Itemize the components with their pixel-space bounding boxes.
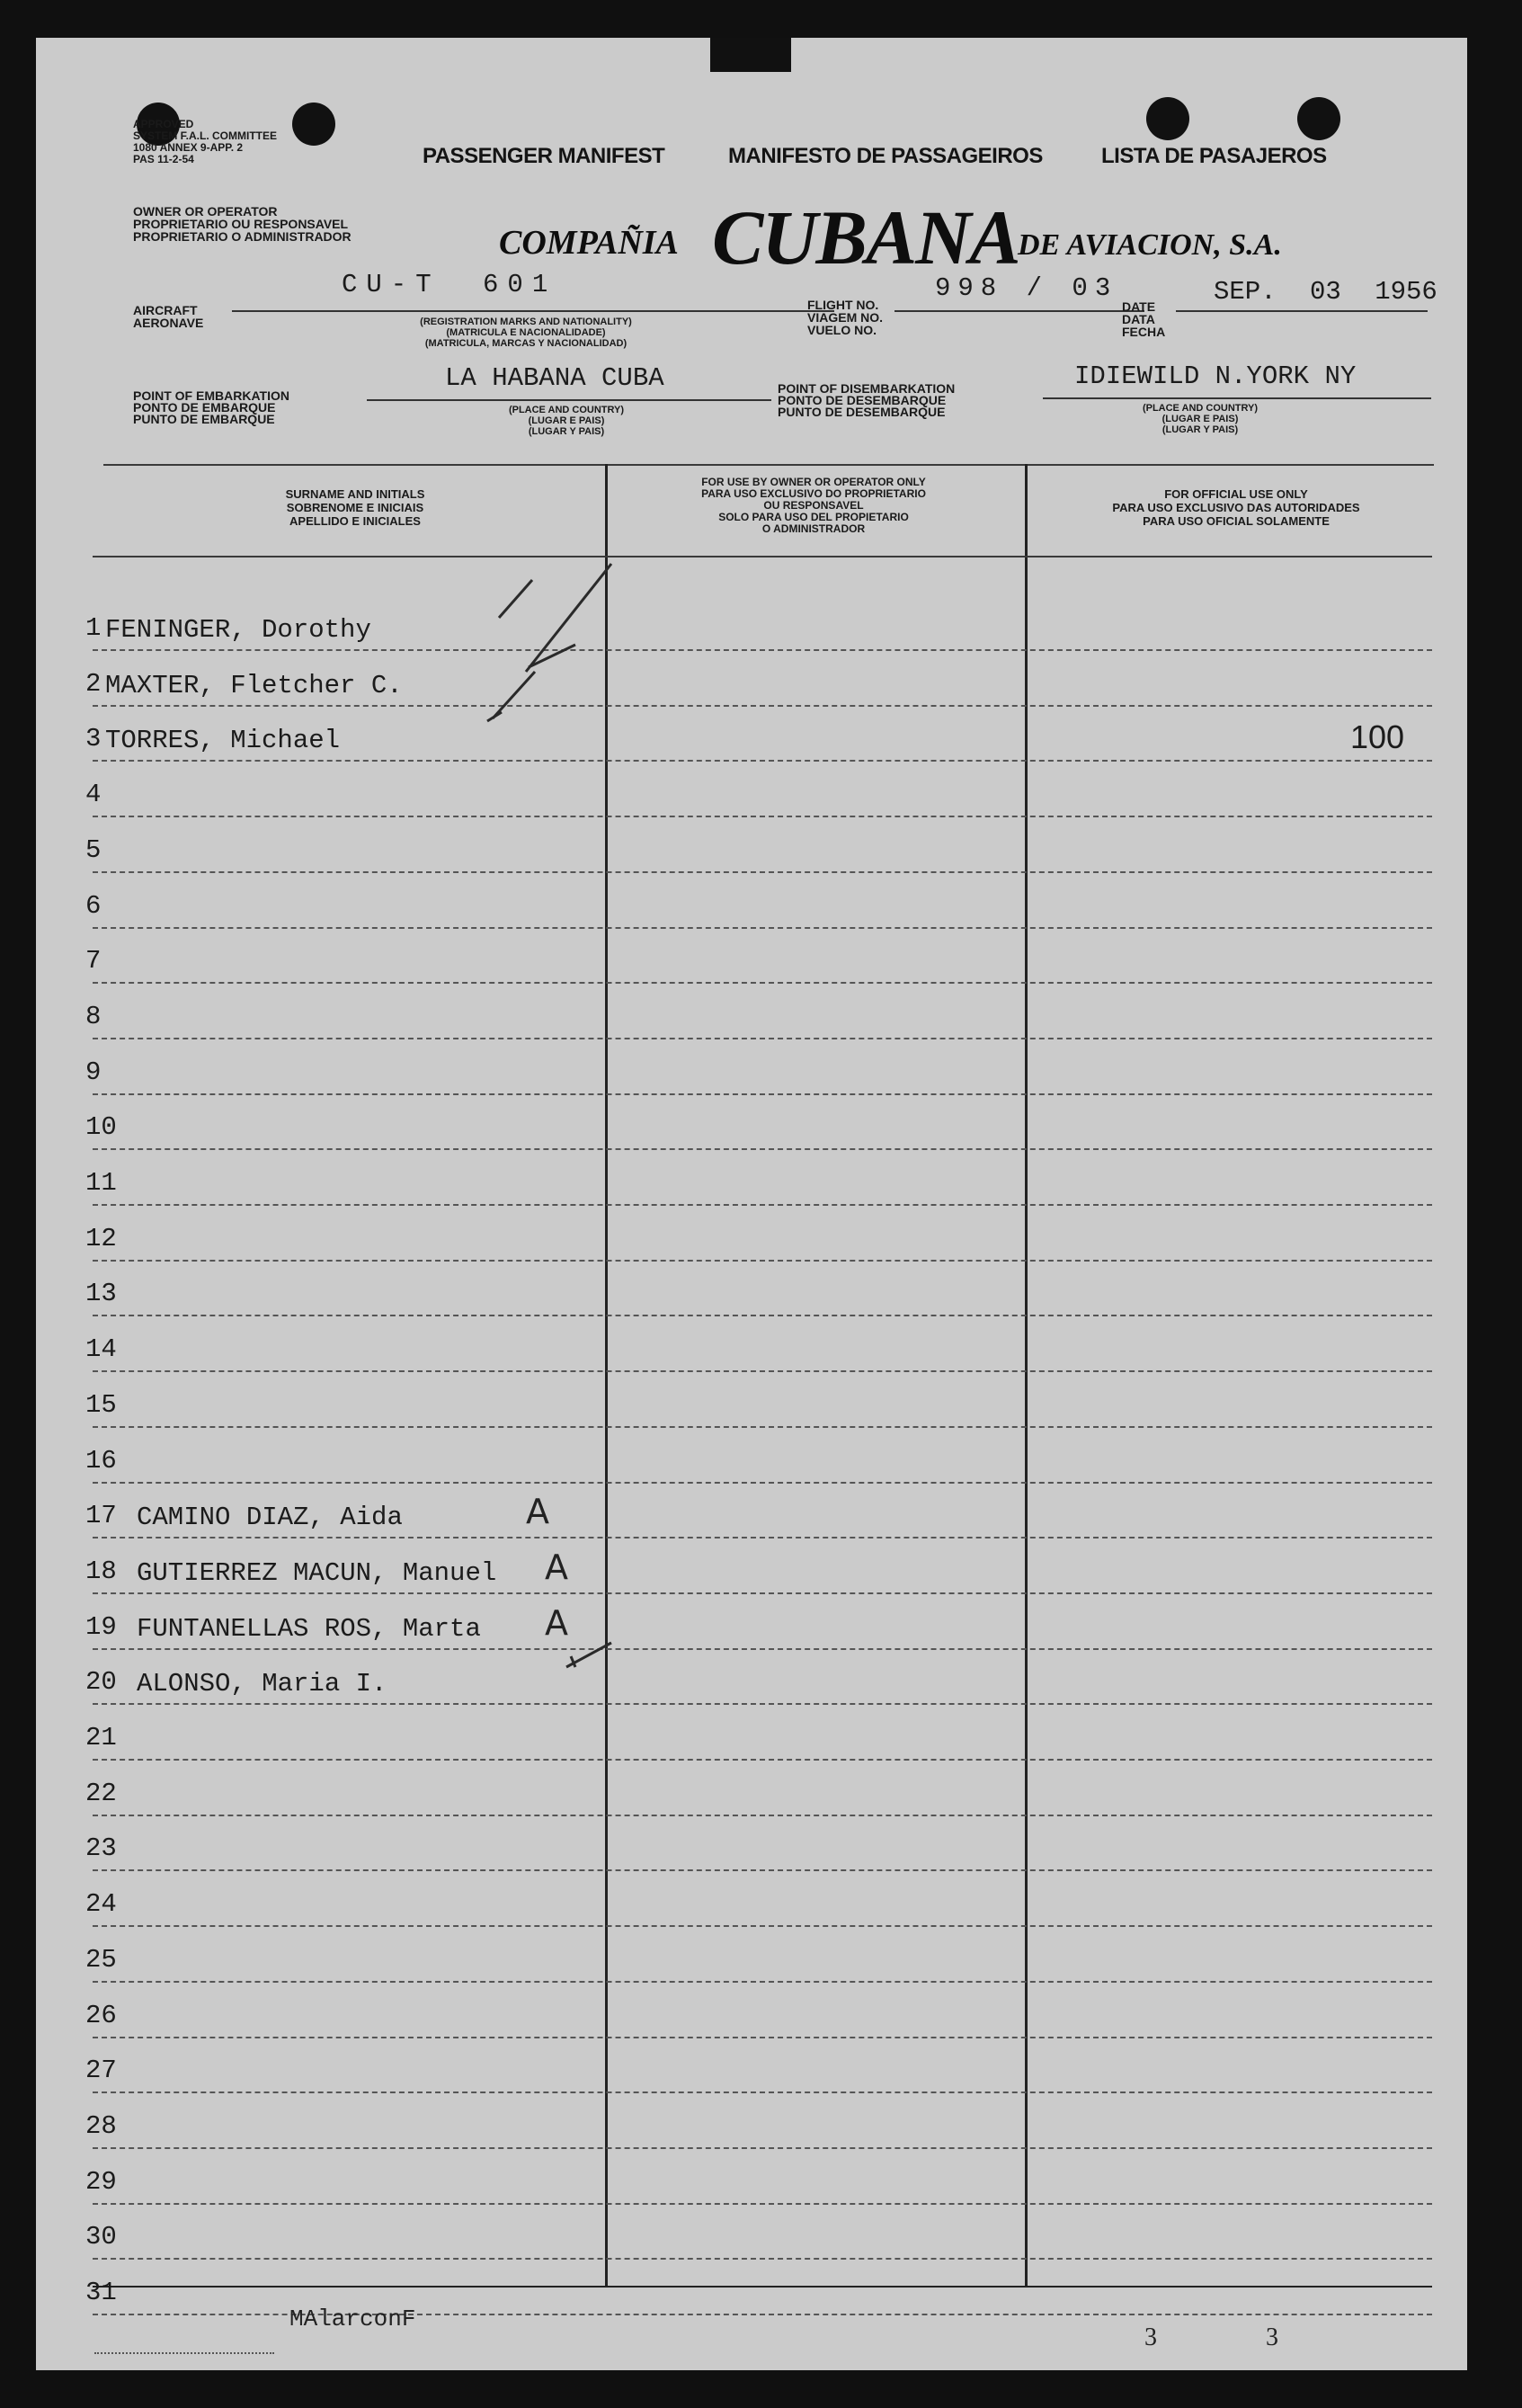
caption-line: (PLACE AND COUNTRY) xyxy=(1142,403,1259,414)
header-line: SOLO PARA USO DEL PROPIETARIO xyxy=(718,511,909,523)
inspection-mark: A xyxy=(545,1547,568,1587)
passenger-name: ALONSO, Maria I. xyxy=(137,1669,387,1699)
airline-name-main: CUBANA xyxy=(712,194,1019,281)
caption-line: (LUGAR E PAIS) xyxy=(528,415,605,426)
flight-label-line: FLIGHT NO. xyxy=(807,298,879,312)
caption-line: (REGISTRATION MARKS AND NATIONALITY) xyxy=(420,317,632,327)
row-number: 25 xyxy=(85,1944,117,1975)
row-number: 24 xyxy=(85,1889,117,1920)
row-number: 8 xyxy=(85,1001,102,1031)
owner-label-line: PROPRIETARIO OU RESPONSAVEL xyxy=(133,217,349,231)
passenger-name: CAMINO DIAZ, Aida xyxy=(137,1503,403,1533)
airline-name-prefix: COMPAÑIA xyxy=(499,224,679,262)
row-number: 30 xyxy=(85,2222,117,2252)
caption-line: (MATRICULA E NACIONALIDADE) xyxy=(446,327,606,338)
aircraft-value: CU-T 601 xyxy=(342,270,557,299)
row-number: 5 xyxy=(85,834,102,865)
caption-line: (MATRICULA, MARCAS Y NACIONALIDAD) xyxy=(424,338,627,349)
approval-line: 1080 ANNEX 9-APP. 2 xyxy=(133,141,244,154)
flight-label-line: VIAGEM NO. xyxy=(807,310,884,325)
row-number: 12 xyxy=(85,1223,117,1253)
header-line: PARA USO EXCLUSIVO DO PROPRIETARIO xyxy=(701,487,926,500)
row-number: 20 xyxy=(85,1667,117,1698)
row-number: 13 xyxy=(85,1279,117,1309)
flight-label-line: VUELO NO. xyxy=(807,323,877,337)
row-number: 19 xyxy=(85,1611,117,1642)
owner-label-line: PROPRIETARIO O ADMINISTRADOR xyxy=(133,229,352,244)
disembark-label-line: PONTO DE DESEMBARQUE xyxy=(778,393,947,407)
row-number: 29 xyxy=(85,2166,117,2197)
check-stroke xyxy=(529,645,575,667)
row-number: 22 xyxy=(85,1778,117,1808)
caption-line: (LUGAR Y PAIS) xyxy=(1162,424,1239,435)
disembark-label-line: POINT OF DISEMBARKATION xyxy=(778,381,956,396)
check-stroke xyxy=(499,580,532,618)
embark-label-line: POINT OF EMBARKATION xyxy=(133,388,289,403)
passenger-name: FENINGER, Dorothy xyxy=(105,615,371,645)
date-label-line: DATA xyxy=(1122,312,1155,326)
row-number: 17 xyxy=(85,1501,117,1531)
embark-label-line: PONTO DE EMBARQUE xyxy=(133,400,276,415)
header-line: OU RESPONSAVEL xyxy=(763,499,864,512)
passenger-name: FUNTANELLAS ROS, Marta xyxy=(137,1613,481,1644)
inspection-mark: A xyxy=(526,1492,549,1532)
row-number: 2 xyxy=(85,668,102,699)
row-number: 10 xyxy=(85,1112,117,1143)
approval-line: APPROVED xyxy=(133,118,194,130)
date-value: SEP. 03 1956 xyxy=(1214,277,1437,307)
row-number: 9 xyxy=(85,1057,102,1087)
check-stroke xyxy=(526,564,611,672)
header-line: APELLIDO E INICIALES xyxy=(289,514,421,528)
header-line: FOR OFFICIAL USE ONLY xyxy=(1164,487,1308,501)
airline-name-suffix: DE AVIACION, S.A. xyxy=(1018,228,1282,262)
flight-value: 998 / 03 xyxy=(935,273,1118,303)
row-number: 21 xyxy=(85,1723,117,1752)
header-line: SOBRENOME E INICIAIS xyxy=(286,501,424,514)
caption-line: (PLACE AND COUNTRY) xyxy=(508,405,625,415)
header-line: SURNAME AND INITIALS xyxy=(285,487,425,501)
row-number: 11 xyxy=(85,1168,117,1198)
row-number: 7 xyxy=(85,946,102,977)
header-line: FOR USE BY OWNER OR OPERATOR ONLY xyxy=(701,476,926,488)
passenger-name: TORRES, Michael xyxy=(105,726,341,756)
official-note: 100 xyxy=(1350,718,1405,756)
row-number: 18 xyxy=(85,1556,117,1586)
footer-count: 3 xyxy=(1266,2323,1278,2351)
approval-line: PAS 11-2-54 xyxy=(133,153,194,165)
check-stroke xyxy=(487,712,502,721)
row-number: 4 xyxy=(85,780,102,810)
footer-signature: MAlarconF xyxy=(289,2305,416,2332)
check-marks xyxy=(36,38,1467,2370)
row-number: 27 xyxy=(85,2056,117,2086)
title-spanish: LISTA DE PASAJEROS xyxy=(1101,144,1327,168)
header-line: PARA USO EXCLUSIVO DAS AUTORIDADES xyxy=(1112,501,1360,514)
row-number: 14 xyxy=(85,1334,117,1365)
passenger-name: GUTIERREZ MACUN, Manuel xyxy=(137,1557,497,1588)
approval-line: SYSTEM F.A.L. COMMITTEE xyxy=(133,129,278,142)
disembark-label-line: PUNTO DE DESEMBARQUE xyxy=(778,405,946,419)
check-stroke xyxy=(493,672,535,718)
owner-label-line: OWNER OR OPERATOR xyxy=(133,204,278,219)
row-number: 16 xyxy=(85,1445,117,1476)
footer-count: 3 xyxy=(1144,2323,1157,2351)
passenger-name: MAXTER, Fletcher C. xyxy=(105,670,403,700)
row-number: 3 xyxy=(85,724,102,754)
row-number: 26 xyxy=(85,2000,117,2030)
row-number: 15 xyxy=(85,1389,117,1420)
inspection-mark: A xyxy=(545,1602,568,1643)
header-line: O ADMINISTRADOR xyxy=(761,522,866,535)
aircraft-label-line: AERONAVE xyxy=(133,316,204,330)
date-label-line: FECHA xyxy=(1122,325,1166,339)
disembark-value: IDIEWILD N.YORK NY xyxy=(1074,361,1357,391)
embark-value: LA HABANA CUBA xyxy=(445,363,664,393)
row-number: 23 xyxy=(85,1833,117,1864)
row-number: 1 xyxy=(85,613,102,643)
title-english: PASSENGER MANIFEST xyxy=(423,144,665,168)
row-number: 6 xyxy=(85,890,102,921)
caption-line: (LUGAR Y PAIS) xyxy=(528,426,605,437)
row-number: 31 xyxy=(85,2278,117,2307)
aircraft-label-line: AIRCRAFT xyxy=(133,303,198,317)
caption-line: (LUGAR E PAIS) xyxy=(1162,414,1239,424)
embark-label-line: PUNTO DE EMBARQUE xyxy=(133,412,275,426)
header-line: PARA USO OFICIAL SOLAMENTE xyxy=(1143,514,1330,528)
manifest-sheet xyxy=(36,38,1467,2370)
date-label-line: DATE xyxy=(1122,299,1156,314)
footer-dotted-line xyxy=(94,2352,274,2354)
row-number: 28 xyxy=(85,2110,117,2141)
title-portuguese: MANIFESTO DE PASSAGEIROS xyxy=(728,144,1043,168)
